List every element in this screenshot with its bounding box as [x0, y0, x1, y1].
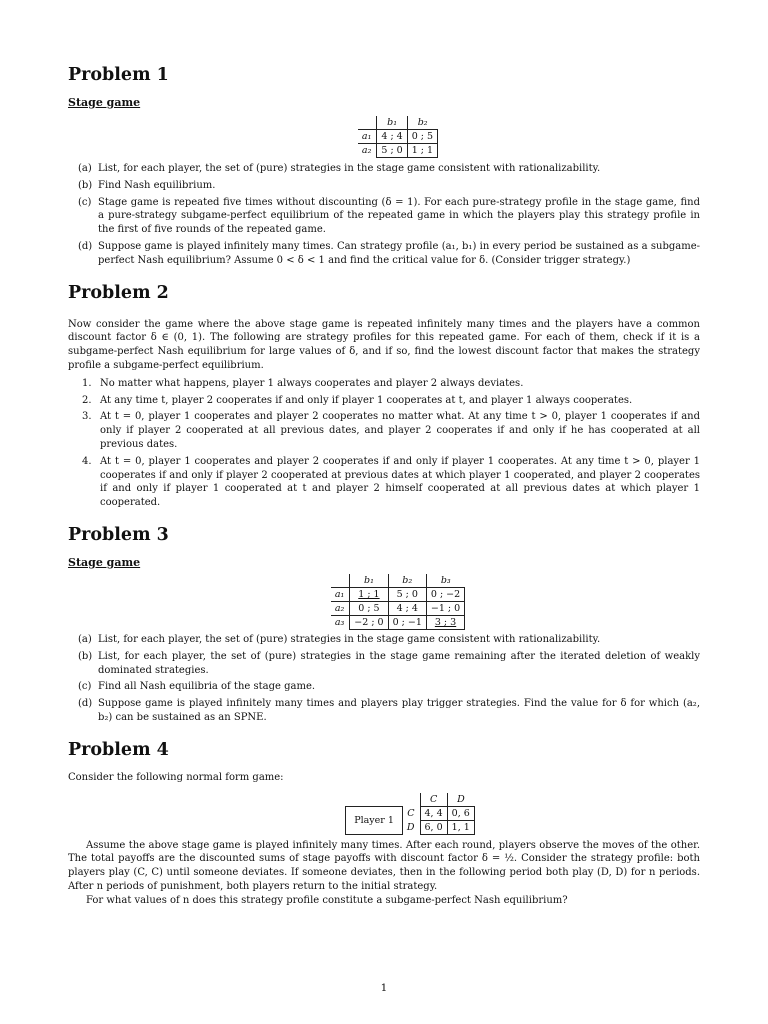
p3-cell: 5 ; 0: [388, 587, 426, 601]
p3-cell: −1 ; 0: [426, 601, 464, 615]
list-item: 4. At t = 0, player 1 cooperates and player 2 cooperates if and only if player 1 cooperates. At any time t > 0, player 1 cooperates if and only if player 2 cooperated at previous dates at which player 1 cooperated, and player 2 cooperates if and only if player 1 cooperated at t and player 2 himself cooperated at all previous dates at which player 1 cooperated.: [82, 455, 700, 509]
p1-col-header: b₁: [377, 116, 407, 130]
list-item: (d) Suppose game is played infinitely many times. Can strategy profile (a₁, b₁) in every period be sustained as a subgame-perfect Nash equilibrium? Assume 0 < δ < 1 and find the critical value for δ. (Consider trigger strategy.): [78, 240, 700, 266]
p4-row-header: C: [407, 807, 415, 819]
p3-cell: −2 ; 0: [350, 615, 388, 629]
page-number: 1: [380, 982, 388, 994]
problem4-normal-form-table: [345, 793, 475, 835]
list-item: (d) Suppose game is played infinitely many times and players play trigger strategies. Find the value for δ for which (a₂, b₂) can be sustained as an SPNE.: [78, 698, 700, 723]
p3-row-header: a₂: [331, 601, 350, 615]
p4-col-header: D: [447, 793, 474, 807]
p3-row-header: a₁: [331, 587, 350, 601]
problem1-title: Problem 1: [68, 65, 169, 85]
problem2-title: Problem 2: [68, 282, 169, 303]
list-item: (a) List, for each player, the set of (pure) strategies in the stage game consistent with rationalizability.: [78, 163, 601, 174]
problem2-intro: Now consider the game where the above stage game is repeated infinitely many times and the players have a common discount factor δ ∈ (0, 1). The following are strategy profiles for this repeated game. For each of them, check if it is a subgame-perfect Nash equilibrium for large values of δ, and if so, find the lowest discount factor that makes the strategy profile a subgame-perfect equilibrium.: [68, 318, 700, 371]
p3-col-header: b₂: [388, 574, 426, 588]
p4-cell: 0, 6: [447, 806, 474, 820]
p3-cell: 0 ; −2: [426, 587, 464, 601]
problem3-subtitle: Stage game: [68, 555, 141, 569]
p3-row-header: a₃: [331, 615, 350, 629]
problem1-stage-game-table: [358, 116, 438, 158]
problem4-intro: Consider the following normal form game:: [68, 771, 284, 783]
problem4-paragraph-1: Assume the above stage game is played infinitely many times. After each round, players observe the moves of the other. The total payoffs are the discounted sums of stage payoffs with discount factor δ = ½. Consider the strategy profile: both players play (C, C) until someone deviates. If someone deviates, then in the following period both play (D, D) for n periods. After n periods of punishment, both players return to the initial strategy.: [68, 839, 700, 892]
problem3-questions: [68, 633, 700, 725]
p4-col-header: C: [420, 793, 447, 807]
p3-cell: 1 ; 1: [350, 587, 388, 601]
p1-row-header: a₁: [358, 130, 377, 144]
list-item: (a) List, for each player, the set of (pure) strategies in the stage game consistent with rationalizability.: [78, 633, 601, 645]
p1-col-header: b₂: [407, 116, 437, 130]
player-1-label: Player 1: [346, 806, 403, 834]
document-page: [68, 60, 700, 908]
list-item: (b) Find Nash equilibrium.: [78, 179, 216, 191]
list-item: (c) Stage game is repeated five times without discounting (δ = 1). For each pure-strategy profile in the stage game, find a pure-strategy subgame-perfect equilibrium of the repeated game in which the players play this strategy profile in the first of five rounds of the repeated game.: [78, 196, 700, 236]
p3-cell: 4 ; 4: [388, 601, 426, 615]
p1-cell: 4 ; 4: [377, 130, 407, 144]
list-item: 3. At t = 0, player 1 cooperates and player 2 cooperates no matter what. At any time t > 0, player 1 cooperates if and only if player 2 cooperated at all previous dates, and player 2 cooperates if and only if he has cooperated at all previous dates.: [82, 411, 700, 450]
p1-cell: 1 ; 1: [407, 144, 437, 158]
p1-cell: 5 ; 0: [377, 144, 407, 158]
list-item: 2. At any time t, player 2 cooperates if and only if player 1 cooperates at t, and player 1 always cooperates.: [82, 394, 633, 406]
problem1-questions: [68, 162, 700, 268]
p4-cell: 4, 4: [420, 806, 447, 820]
problem4-paragraph-2: For what values of n does this strategy profile constitute a subgame-perfect Nash equilibrium?: [86, 894, 568, 906]
problem4-title: Problem 4: [68, 739, 169, 760]
p4-cell: 1, 1: [447, 820, 474, 834]
p3-col-header: b₃: [426, 574, 464, 588]
list-item: (b) List, for each player, the set of (pure) strategies in the stage game remaining after the iterated deletion of weakly dominated strategies.: [78, 650, 700, 676]
p1-row-header: a₂: [358, 144, 377, 158]
problem1-subtitle: Stage game: [68, 96, 141, 109]
problem3-stage-game-table: [331, 574, 465, 630]
problem3-title: Problem 3: [68, 524, 169, 545]
p3-cell: 3 ; 3: [426, 615, 464, 629]
list-item: 1. No matter what happens, player 1 always cooperates and player 2 always deviates.: [82, 377, 524, 389]
p4-row-header: D: [406, 821, 415, 833]
p3-col-header: b₁: [350, 574, 388, 588]
problem2-questions: [68, 377, 700, 510]
p4-cell: 6, 0: [420, 820, 447, 834]
p3-cell: 0 ; 5: [350, 601, 388, 615]
p3-cell: 0 ; −1: [388, 615, 426, 629]
p1-cell: 0 ; 5: [407, 130, 437, 144]
list-item: (c) Find all Nash equilibria of the stage game.: [78, 681, 316, 693]
